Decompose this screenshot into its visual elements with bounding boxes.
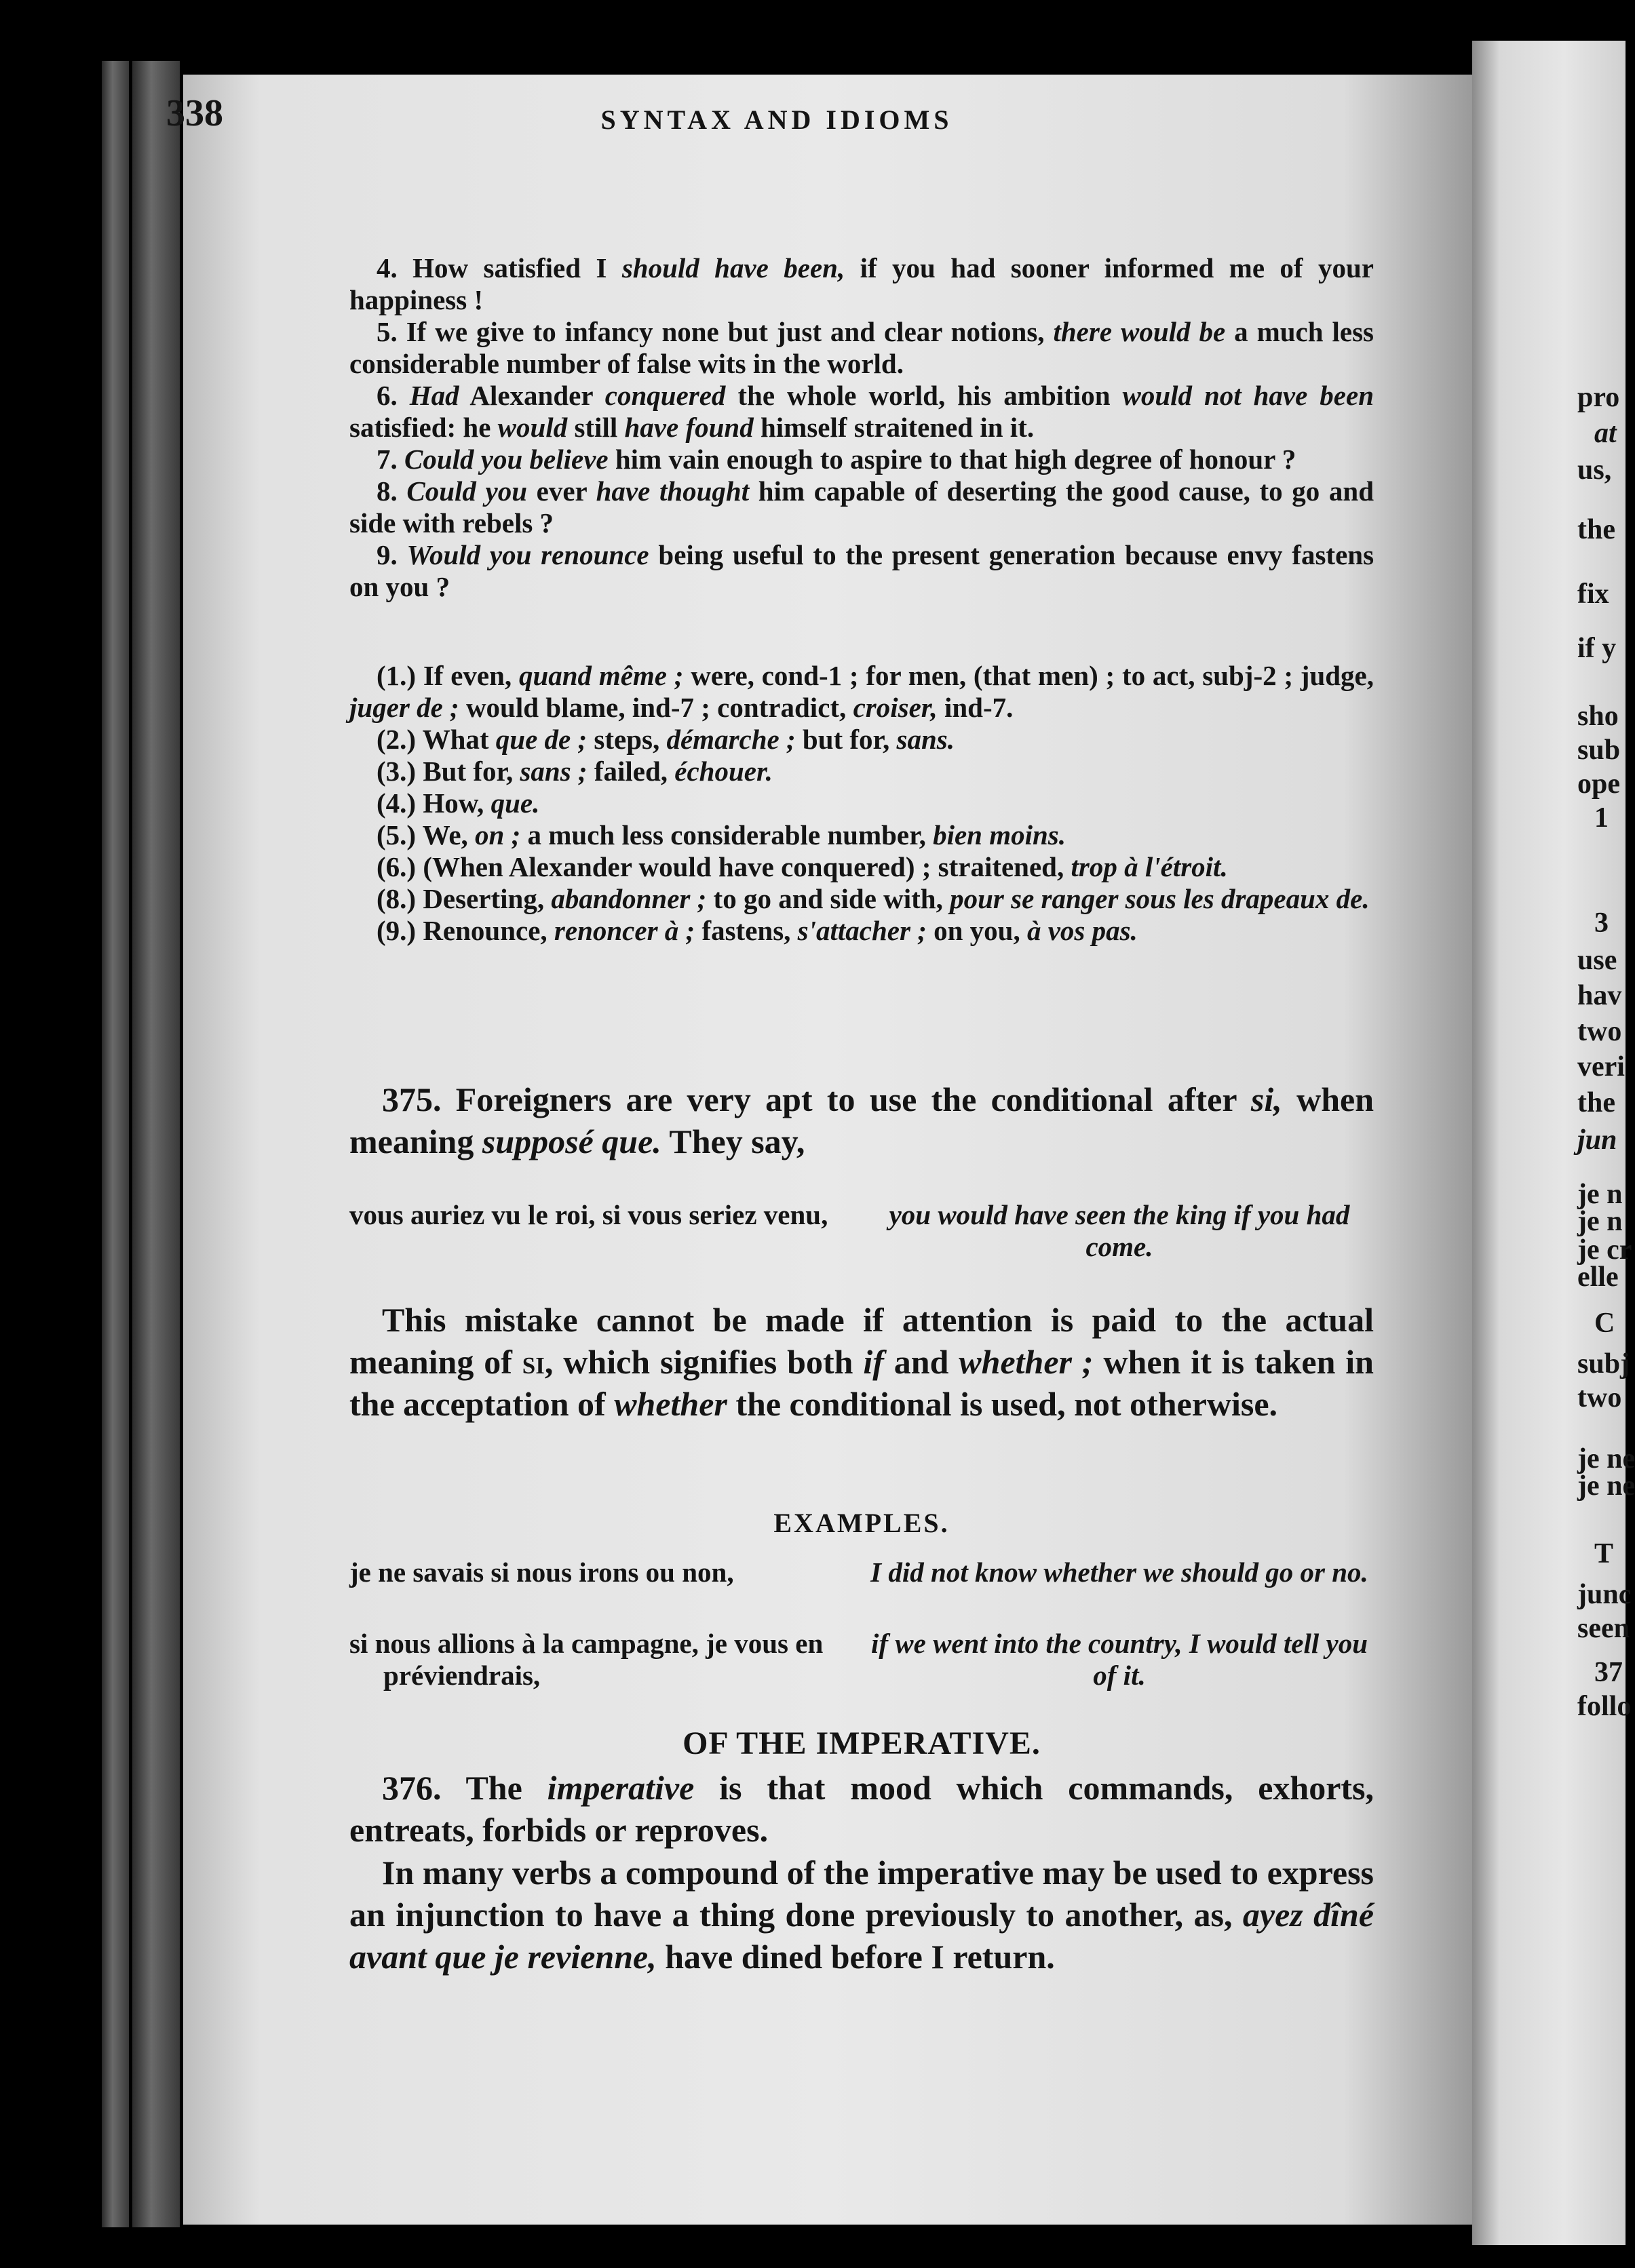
facing-page-line: us, — [1577, 454, 1612, 486]
book-edge-pages — [132, 61, 180, 2227]
italic-text: renoncer à ; — [554, 915, 695, 946]
text-run: to go and side with, — [706, 883, 950, 914]
text-run: and — [883, 1343, 959, 1381]
italic-text: there would be — [1053, 316, 1226, 347]
italic-text: pour se ranger sous les drapeaux de. — [950, 883, 1370, 914]
italic-text: whether — [614, 1385, 727, 1423]
italic-text: sans ; — [520, 756, 588, 787]
facing-page-line: fix — [1577, 579, 1609, 610]
facing-page-line: veri — [1577, 1051, 1625, 1082]
exercise-item — [349, 444, 1374, 475]
italic-text: would — [497, 412, 568, 443]
facing-page-line: two — [1577, 1382, 1622, 1413]
text-run: a much less considerable number of false wits in the world. — [349, 316, 1374, 379]
italic-text: Had — [409, 380, 459, 411]
text-run: still — [567, 412, 625, 443]
notes-list — [349, 660, 1374, 947]
examples-heading: EXAMPLES. — [773, 1508, 950, 1538]
italic-text: on ; — [475, 819, 521, 850]
text-run: which signifies both — [553, 1343, 864, 1381]
exercise-item — [349, 252, 1374, 316]
rule-375 — [349, 1078, 1374, 1162]
text-run: fastens, — [695, 915, 798, 946]
facing-page-line: use — [1577, 945, 1617, 976]
note-item — [349, 787, 1374, 819]
note-item — [349, 883, 1374, 915]
text-run: This mistake cannot be made if attention is paid to the actual meaning of — [349, 1301, 1374, 1381]
text-run: How satisfied I — [412, 252, 622, 284]
text-run: In many verbs a compound of the imperative may be used to express an injunction to have a thing done previously to another, as, — [349, 1854, 1374, 1934]
facing-page-line: je cr — [1577, 1234, 1632, 1266]
text-run: ever — [527, 475, 596, 507]
text-run: being useful to the present generation because envy fastens on you ? — [349, 539, 1374, 602]
text-run: Alexander — [459, 380, 605, 411]
facing-page-line: hav — [1577, 980, 1622, 1011]
italic-text: would not have been — [1122, 380, 1374, 411]
text-run: when it is taken in the acceptation of — [349, 1343, 1374, 1423]
text-run: How, — [423, 787, 491, 819]
italic-text: échouer. — [674, 756, 773, 787]
facing-page-line: elle — [1577, 1262, 1619, 1293]
small-caps-text: si, — [522, 1343, 554, 1381]
text-run: the conditional is used, not otherwise. — [727, 1385, 1278, 1423]
compound-paragraph-text — [349, 1852, 1374, 1978]
item-number: 8. — [377, 475, 407, 507]
exercise-item — [349, 539, 1374, 603]
text-run: (When Alexander would have conquered) ; straitened, — [423, 851, 1071, 882]
example-french: si nous allions à la campagne, je vous en préviendrais, — [349, 1628, 824, 1691]
text-run: We, — [422, 819, 476, 850]
italic-text: quand même ; — [518, 660, 684, 691]
facing-page-line: junc — [1577, 1579, 1632, 1610]
text-run: What — [422, 724, 496, 755]
italic-text: bien moins. — [933, 819, 1066, 850]
text-run: Deserting, — [423, 883, 552, 914]
text-run: but for, — [795, 724, 897, 755]
text-run: when meaning — [349, 1080, 1374, 1160]
italic-text: should have been, — [621, 252, 845, 284]
mistake-paragraph-text — [349, 1299, 1374, 1425]
italic-text: Could you — [406, 475, 528, 507]
item-number: (2.) — [377, 724, 423, 755]
exercise-item — [349, 380, 1374, 444]
note-item — [349, 819, 1374, 851]
text-run: satisfied: he — [349, 412, 498, 443]
italic-text: à vos pas. — [1026, 915, 1138, 946]
text-run: him capable of deserting the good cause, to go and side with rebels ? — [349, 475, 1374, 539]
exercise-item — [349, 475, 1374, 539]
facing-page-line: subj — [1577, 1348, 1630, 1380]
text-run: him vain enough to aspire to that high degree of honour ? — [608, 444, 1296, 475]
text-run: a much less considerable number, — [520, 819, 934, 850]
italic-text: have found — [624, 412, 754, 443]
item-number: 5. — [377, 316, 406, 347]
item-number: (3.) — [377, 756, 423, 787]
example-english: I did not know whether we should go or no. — [870, 1557, 1368, 1588]
facing-page-line: jun — [1577, 1125, 1617, 1156]
note-item — [349, 660, 1374, 724]
italic-text: ayez dîné avant que je revienne, — [349, 1896, 1374, 1976]
italic-text: Could you believe — [404, 444, 609, 475]
compound-paragraph — [349, 1852, 1374, 1978]
item-number: (1.) — [377, 660, 423, 691]
italic-text: démarche ; — [666, 724, 796, 755]
page-header — [166, 92, 1387, 146]
italic-text: que. — [490, 787, 540, 819]
text-run: would blame, ind-7 ; contradict, — [459, 692, 853, 723]
facing-page-line: the — [1577, 514, 1615, 545]
text-run: Renounce, — [423, 915, 554, 946]
item-number: (6.) — [377, 851, 423, 882]
example-375-english: you would have seen the king if you had come. — [889, 1199, 1350, 1262]
italic-text: que de ; — [495, 724, 588, 755]
note-item — [349, 724, 1374, 756]
facing-page-line: two — [1577, 1016, 1622, 1047]
facing-page — [1472, 41, 1635, 2245]
facing-page-line: 37 — [1594, 1657, 1623, 1688]
italic-text: conquered — [604, 380, 726, 411]
item-number: 7. — [377, 444, 404, 475]
example-375-french: vous auriez vu le roi, si vous seriez venu, — [349, 1199, 828, 1230]
facing-page-line: sub — [1577, 735, 1621, 766]
item-number: (8.) — [377, 883, 423, 914]
text-run: If even, — [423, 660, 519, 691]
facing-page-line: je n — [1577, 1206, 1623, 1237]
item-number: 4. — [377, 252, 413, 284]
rule-375-paragraph — [349, 1078, 1374, 1162]
italic-text: croiser, — [853, 692, 938, 723]
italic-text: juger de ; — [349, 692, 459, 723]
exercise-item — [349, 316, 1374, 380]
facing-page-line: the — [1577, 1087, 1615, 1118]
imperative-heading: OF THE IMPERATIVE. — [682, 1725, 1041, 1761]
facing-page-line: je ne — [1577, 1443, 1635, 1474]
text-run: But for, — [423, 756, 520, 787]
text-run: were, cond-1 ; for men, (that men) ; to act, subj-2 ; judge, — [683, 660, 1374, 691]
text-run: ind-7. — [937, 692, 1014, 723]
facing-page-line: C — [1594, 1308, 1615, 1339]
italic-text: whether ; — [959, 1343, 1094, 1381]
text-run: failed, — [587, 756, 675, 787]
rule-376 — [349, 1767, 1374, 1851]
facing-page-line: je n — [1577, 1179, 1623, 1210]
note-item — [349, 756, 1374, 787]
note-item — [349, 851, 1374, 883]
italic-text: si, — [1250, 1080, 1282, 1118]
text-run: the whole world, his ambition — [725, 380, 1123, 411]
text-run: steps, — [587, 724, 667, 755]
facing-page-line: je ne — [1577, 1470, 1635, 1502]
item-number: (4.) — [377, 787, 423, 819]
facing-page-line: seen — [1577, 1613, 1630, 1644]
item-number: 9. — [377, 539, 407, 570]
example-french: je ne savais si nous irons ou non, — [349, 1557, 734, 1588]
running-title: SYNTAX AND IDIOMS — [600, 104, 953, 135]
text-run: 376. The — [382, 1769, 547, 1807]
item-number: 6. — [377, 380, 410, 411]
italic-text: Would you renounce — [406, 539, 649, 570]
facing-page-line: 3 — [1594, 907, 1609, 939]
facing-page-line: follo — [1577, 1691, 1632, 1722]
text-run: on you, — [926, 915, 1027, 946]
mistake-paragraph — [349, 1299, 1374, 1425]
text-run: They say, — [661, 1122, 805, 1160]
example-english: if we went into the country, I would tell you of it. — [871, 1628, 1368, 1691]
facing-page-line: ope — [1577, 768, 1620, 800]
rule-376-paragraph — [349, 1767, 1374, 1851]
text-run: If we give to infancy none but just and clear notions, — [406, 316, 1054, 347]
page-number: 338 — [166, 92, 223, 134]
italic-text: supposé que. — [482, 1122, 661, 1160]
text-run: 375. Foreigners are very apt to use the conditional after — [382, 1080, 1251, 1118]
exercise-list — [349, 252, 1374, 603]
facing-page-line: if y — [1577, 633, 1617, 664]
text-run: if you had sooner informed me of your happiness ! — [349, 252, 1374, 315]
text-run: himself straitened in it. — [753, 412, 1035, 443]
italic-text: have thought — [596, 475, 750, 507]
text-run: have dined before I return. — [656, 1938, 1055, 1976]
note-item — [349, 915, 1374, 947]
item-number: (9.) — [377, 915, 423, 946]
italic-text: if — [863, 1343, 884, 1381]
facing-page-line: at — [1594, 418, 1617, 449]
facing-page-line: T — [1594, 1538, 1614, 1569]
italic-text: abandonner ; — [551, 883, 707, 914]
book-edge-left — [102, 61, 129, 2227]
item-number: (5.) — [377, 819, 423, 850]
facing-page-line: sho — [1577, 701, 1619, 732]
facing-page-line: pro — [1577, 382, 1620, 413]
italic-text: s'attacher ; — [797, 915, 927, 946]
text-run: is that mood which commands, exhorts, entreats, forbids or reproves. — [349, 1769, 1374, 1849]
facing-page-line: 1 — [1594, 802, 1609, 834]
italic-text: trop à l'étroit. — [1071, 851, 1228, 882]
italic-text: imperative — [547, 1769, 695, 1807]
italic-text: sans. — [896, 724, 955, 755]
